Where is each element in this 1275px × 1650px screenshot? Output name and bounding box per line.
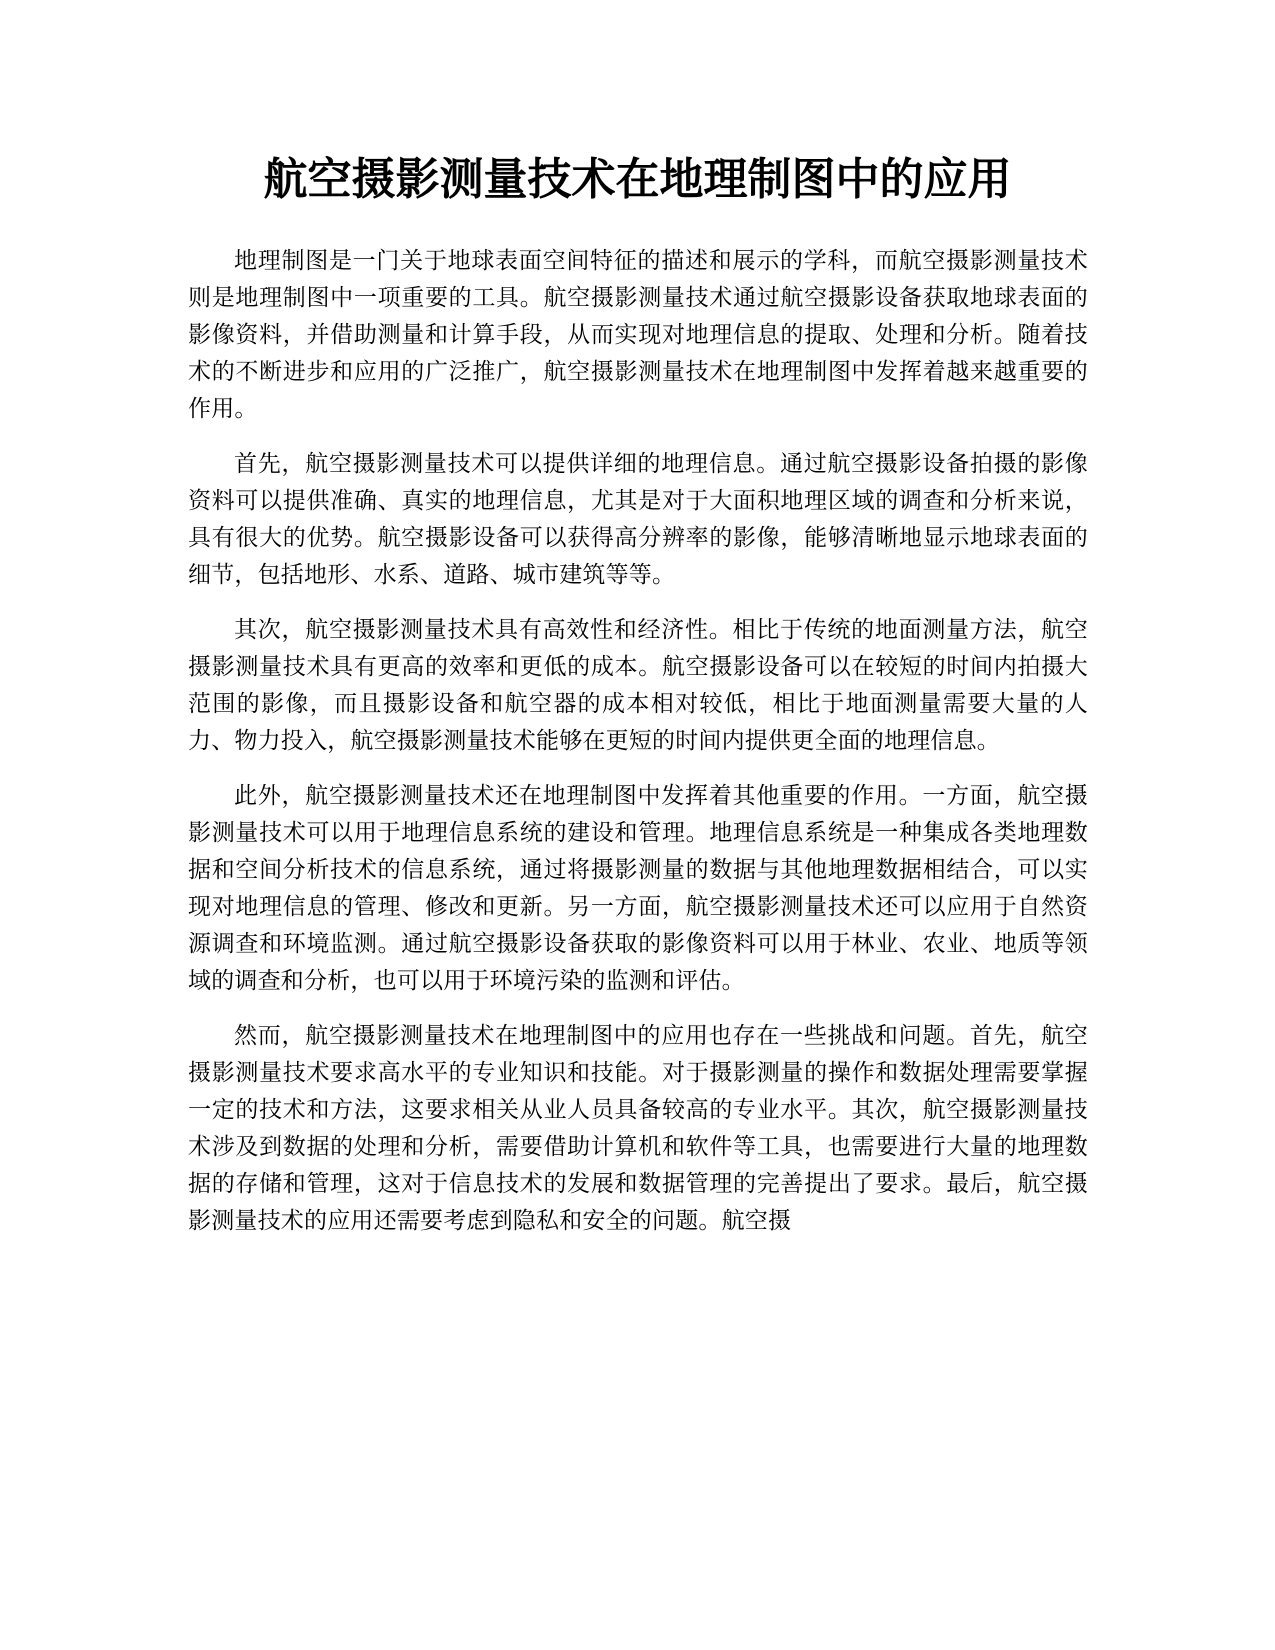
- paragraph-detailed-info: 首先，航空摄影测量技术可以提供详细的地理信息。通过航空摄影设备拍摄的影像资料可以提供准确、真实的地理信息，尤其是对于大面积地理区域的调查和分析来说，具有很大的优势。航空摄影设备可以获得高分辨率的影像，能够清晰地显示地球表面的细节，包括地形、水系、道路、城市建筑等等。: [188, 451, 1088, 588]
- paragraph-intro: 地理制图是一门关于地球表面空间特征的描述和展示的学科，而航空摄影测量技术则是地理制图中一项重要的工具。航空摄影测量技术通过航空摄影设备获取地球表面的影像资料，并借助测量和计算手段，从而实现对地理信息的提取、处理和分析。随着技术的不断进步和应用的广泛推广，航空摄影测量技术在地理制图中发挥着越来越重要的作用。: [188, 248, 1088, 422]
- paragraph-other-roles: 此外，航空摄影测量技术还在地理制图中发挥着其他重要的作用。一方面，航空摄影测量技术可以用于地理信息系统的建设和管理。地理信息系统是一种集成各类地理数据和空间分析技术的信息系统，通过将摄影测量的数据与其他地理数据相结合，可以实现对地理信息的管理、修改和更新。另一方面，航空摄影测量技术还可以应用于自然资源调查和环境监测。通过航空摄影设备获取的影像资料可以用于林业、农业、地质等领域的调查和分析，也可以用于环境污染的监测和评估。: [188, 783, 1088, 994]
- paragraph-efficiency: 其次，航空摄影测量技术具有高效性和经济性。相比于传统的地面测量方法，航空摄影测量技术具有更高的效率和更低的成本。航空摄影设备可以在较短的时间内拍摄大范围的影像，而且摄影设备和航空器的成本相对较低，相比于地面测量需要大量的人力、物力投入，航空摄影测量技术能够在更短的时间内提供更全面的地理信息。: [188, 617, 1088, 754]
- document-body: [188, 243, 1088, 1258]
- document-title: 航空摄影测量技术在地理制图中的应用: [263, 154, 1012, 205]
- paragraph-challenges: 然而，航空摄影测量技术在地理制图中的应用也存在一些挑战和问题。首先，航空摄影测量技术要求高水平的专业知识和技能。对于摄影测量的操作和数据处理需要掌握一定的技术和方法，这要求相关从业人员具备较高的专业水平。其次，航空摄影测量技术涉及到数据的处理和分析，需要借助计算机和软件等工具，也需要进行大量的地理数据的存储和管理，这对于信息技术的发展和数据管理的完善提出了要求。最后，航空摄影测量技术的应用还需要考虑到隐私和安全的问题。航空摄: [188, 1023, 1088, 1234]
